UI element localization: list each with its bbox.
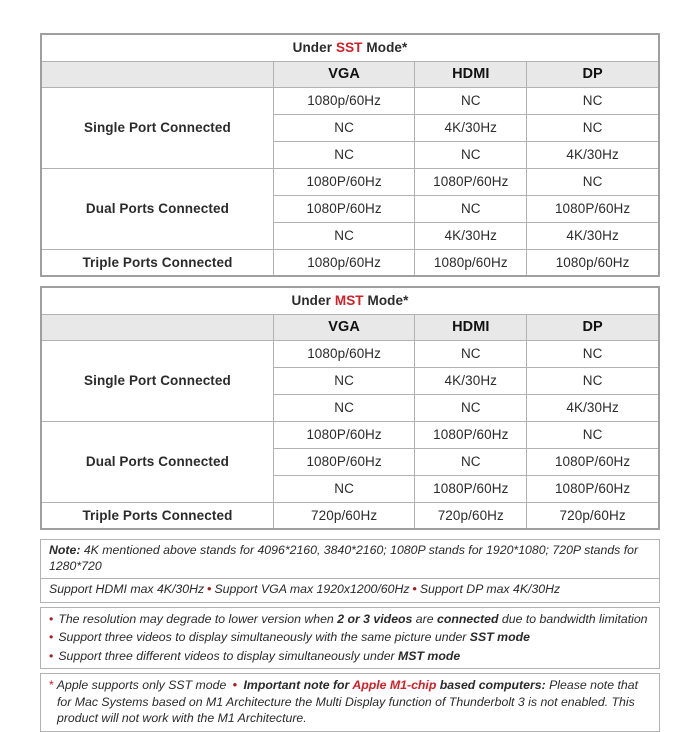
bullet-separator-icon: • [232, 678, 238, 692]
spec-cell: NC [527, 421, 659, 448]
mst-title-prefix: Under [291, 293, 335, 309]
bullet-text-bold: SST mode [469, 630, 530, 644]
list-item [41, 610, 659, 629]
spec-cell: 1080P/60Hz [273, 168, 415, 195]
sst-title-prefix: Under [292, 40, 336, 56]
spec-cell: 1080p/60Hz [273, 87, 415, 114]
mst-title [41, 287, 659, 314]
support-dp: Support DP max 4K/30Hz [419, 582, 561, 596]
support-hdmi: Support HDMI max 4K/30Hz [49, 582, 205, 596]
table-row [41, 168, 659, 195]
spec-cell: 4K/30Hz [527, 394, 659, 421]
spec-cell: 1080P/60Hz [527, 475, 659, 502]
usage-notes-box [40, 607, 660, 670]
asterisk-icon: * [49, 678, 54, 692]
mst-col-hdmi: HDMI [415, 314, 527, 340]
spec-cell: 4K/30Hz [527, 141, 659, 168]
apple-note-rest: Please note that for Mac Systems based on M1 Architecture the Multi Display function of Thunderbolt 3 is not enabled. This product will not work with the M1 Architecture. [57, 678, 638, 725]
apple-note-part1: Apple supports only SST mode [56, 678, 230, 692]
spec-cell: NC [415, 195, 527, 222]
note-text: 4K mentioned above stands for 4096*2160, 3840*2160; 1080P stands for 1920*1080; 720P stands for 1280*720 [49, 543, 639, 573]
spec-cell: 1080P/60Hz [527, 448, 659, 475]
spec-cell: 1080p/60Hz [415, 249, 527, 276]
bullet-text: Support three different videos to display simultaneously under [58, 648, 399, 663]
bullet-text: Support three videos to display simultaneously with the same picture under [58, 630, 470, 644]
spec-cell: NC [273, 475, 415, 502]
list-item [41, 628, 659, 647]
spec-cell: 720p/60Hz [527, 502, 659, 529]
sst-group-triple-label: Triple Ports Connected [41, 249, 273, 276]
spec-cell: 720p/60Hz [273, 502, 415, 529]
spec-cell: NC [273, 222, 415, 249]
spec-cell: NC [527, 168, 659, 195]
bullet-text: are [412, 611, 437, 626]
sst-col-vga: VGA [273, 61, 415, 87]
bullet-text: due to bandwidth limitation [498, 611, 648, 626]
spec-cell: 4K/30Hz [415, 367, 527, 394]
bullet-text: The resolution may degrade to lower version when [58, 611, 338, 626]
sst-title [41, 34, 659, 61]
bullet-text-bold: connected [437, 611, 499, 626]
apple-compatibility-box [40, 673, 660, 732]
apple-m1-highlight: Apple M1-chip [352, 678, 437, 692]
mst-group-single-label: Single Port Connected [41, 340, 273, 421]
apple-note-bold-intro: Important note for [240, 678, 353, 692]
max-support-line [41, 578, 659, 602]
mst-title-row [41, 287, 659, 314]
mst-mode-highlight: MST [334, 293, 364, 309]
table-row [41, 249, 659, 276]
spec-cell: 1080P/60Hz [415, 475, 527, 502]
bullet-icon: • [49, 630, 54, 644]
bullet-text-bold: 2 or 3 videos [337, 611, 413, 626]
mst-col-dp: DP [527, 314, 659, 340]
bullet-icon: • [49, 611, 54, 626]
note-definitions-line [41, 540, 659, 578]
spec-cell: 1080P/60Hz [273, 448, 415, 475]
table-row [41, 421, 659, 448]
spec-cell: 720p/60Hz [415, 502, 527, 529]
mst-col-vga: VGA [273, 314, 415, 340]
resolution-note-box [40, 539, 660, 603]
spec-cell: 1080P/60Hz [415, 168, 527, 195]
spec-cell: 1080P/60Hz [273, 195, 415, 222]
sst-col-dp: DP [527, 61, 659, 87]
sst-col-hdmi: HDMI [415, 61, 527, 87]
spec-cell: 1080P/60Hz [273, 421, 415, 448]
spec-cell: NC [415, 448, 527, 475]
spec-cell: 1080P/60Hz [415, 421, 527, 448]
mst-group-dual-label: Dual Ports Connected [41, 421, 273, 502]
mst-header-empty-cell [41, 314, 273, 340]
sst-group-dual-label: Dual Ports Connected [41, 168, 273, 249]
bullet-separator-icon: • [207, 582, 212, 596]
mst-header-row [41, 314, 659, 340]
spec-cell: 1080p/60Hz [273, 249, 415, 276]
spec-cell: NC [273, 114, 415, 141]
table-row [41, 340, 659, 367]
bullet-icon: • [49, 648, 54, 663]
sst-table [40, 33, 660, 277]
apple-note-bold-suffix: based computers: [436, 678, 546, 692]
apple-note-text [41, 674, 659, 731]
spec-cell: NC [273, 394, 415, 421]
mst-title-suffix: Mode* [363, 293, 409, 309]
support-vga: Support VGA max 1920x1200/60Hz [214, 582, 410, 596]
spec-cell: NC [415, 141, 527, 168]
spec-cell: 4K/30Hz [527, 222, 659, 249]
table-row [41, 87, 659, 114]
sst-header-empty-cell [41, 61, 273, 87]
sst-title-row [41, 34, 659, 61]
bullet-text-bold: MST mode [398, 648, 461, 663]
mst-table [40, 286, 660, 530]
spec-cell: NC [415, 394, 527, 421]
sst-header-row [41, 61, 659, 87]
spec-cell: NC [527, 367, 659, 394]
spec-cell: NC [527, 340, 659, 367]
spec-cell: NC [415, 87, 527, 114]
table-row [41, 502, 659, 529]
spec-cell: 4K/30Hz [415, 222, 527, 249]
spec-cell: 1080P/60Hz [527, 195, 659, 222]
spec-cell: 1080p/60Hz [273, 340, 415, 367]
note-label: Note: [49, 543, 81, 557]
spec-cell: NC [273, 367, 415, 394]
spec-cell: NC [415, 340, 527, 367]
spec-cell: 4K/30Hz [415, 114, 527, 141]
list-item [41, 647, 659, 666]
spec-cell: NC [527, 114, 659, 141]
sst-title-suffix: Mode* [362, 40, 408, 56]
mst-group-triple-label: Triple Ports Connected [41, 502, 273, 529]
sst-mode-highlight: SST [335, 40, 363, 56]
spec-cell: NC [527, 87, 659, 114]
sst-group-single-label: Single Port Connected [41, 87, 273, 168]
spec-cell: 1080p/60Hz [527, 249, 659, 276]
bullet-separator-icon: • [412, 582, 417, 596]
spec-cell: NC [273, 141, 415, 168]
